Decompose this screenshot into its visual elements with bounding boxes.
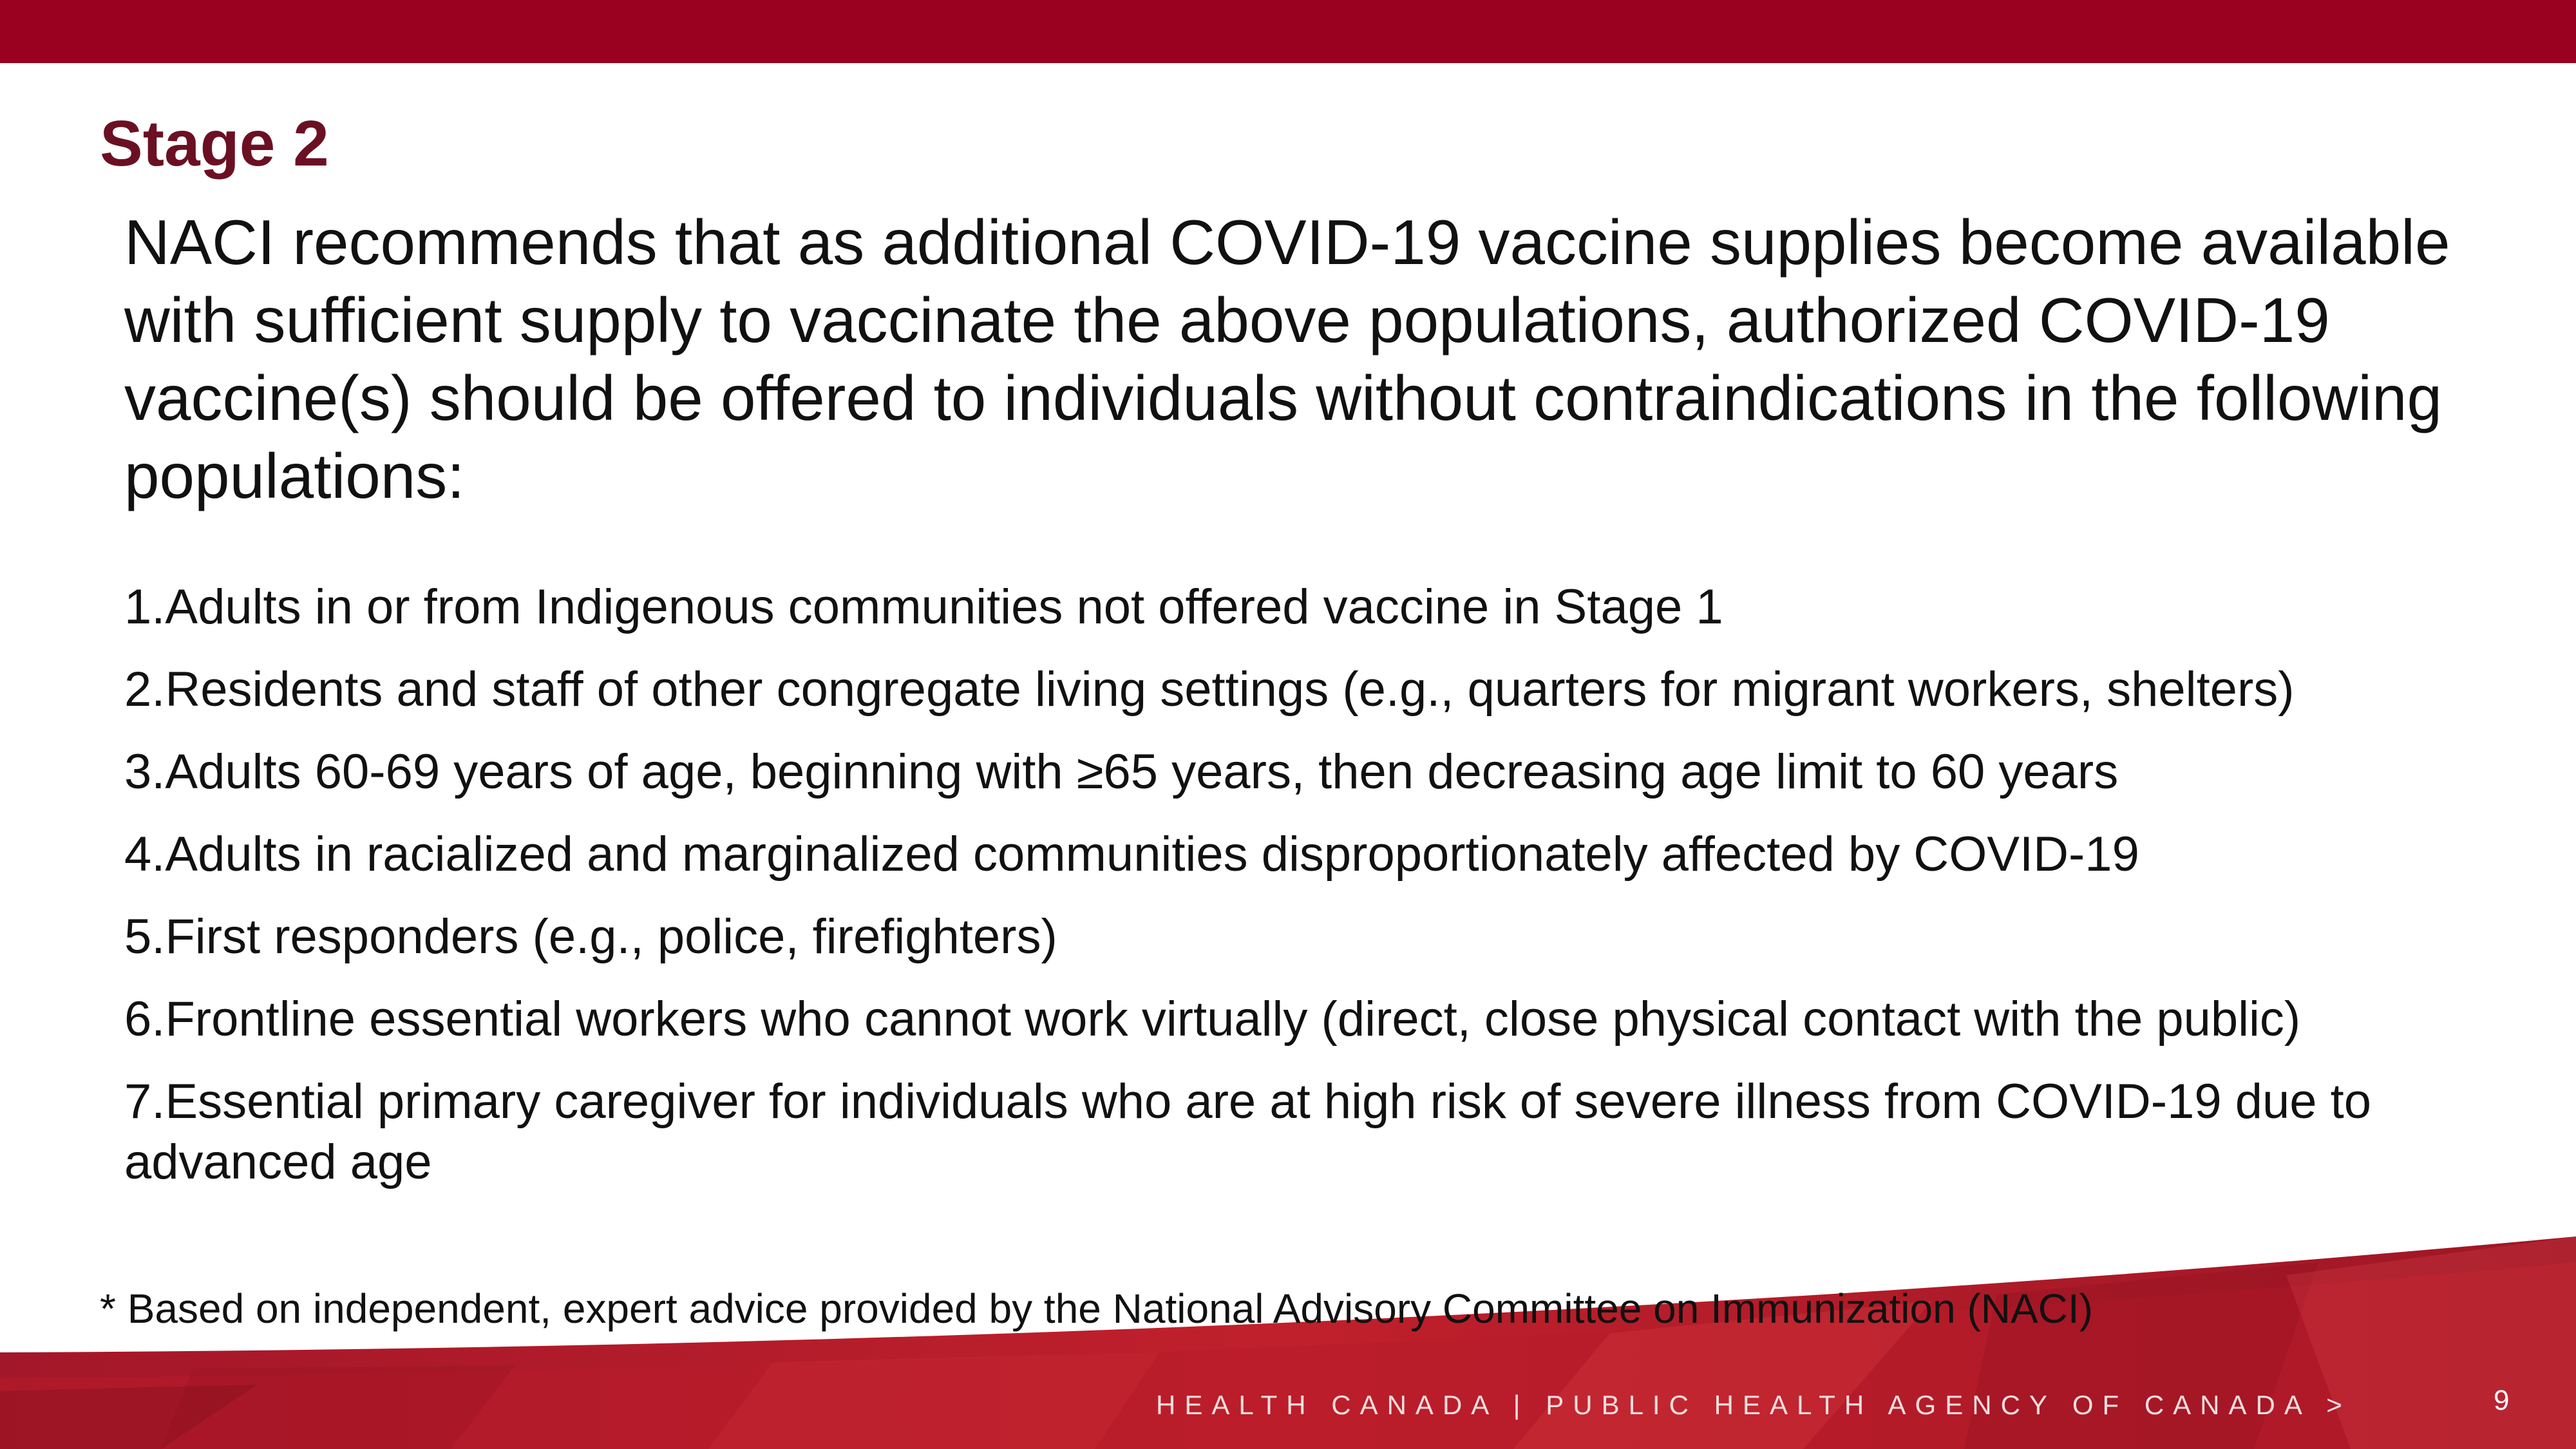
- intro-paragraph: NACI recommends that as additional COVID-19 vaccine supplies become available with sufficient supply to vaccinate the above populations, authorized COVID-19 vaccine(s) should be offered to individuals without contraindications in the following populations:: [124, 207, 2450, 511]
- population-list: [124, 577, 2507, 1215]
- footer-agency-text: HEALTH CANADA | PUBLIC HEALTH AGENCY OF CANADA >: [1156, 1390, 2351, 1420]
- list-item: 3.Adults 60-69 years of age, beginning with ≥65 years, then decreasing age limit to 60 years: [124, 744, 2119, 799]
- slide-title: Stage 2: [100, 108, 329, 180]
- list-item: 6.Frontline essential workers who cannot work virtually (direct, close physical contact with the public): [124, 992, 2301, 1046]
- top-accent-bar: [0, 0, 2576, 63]
- list-item: 2.Residents and staff of other congregate living settings (e.g., quarters for migrant workers, shelters): [124, 662, 2295, 717]
- list-item: 4.Adults in racialized and marginalized communities disproportionately affected by COVID-19: [124, 827, 2139, 882]
- list-item: 7.Essential primary caregiver for individuals who are at high risk of severe illness from COVID-19 due to advanced age: [124, 1074, 2372, 1189]
- page-number: 9: [2494, 1385, 2510, 1416]
- footnote: * Based on independent, expert advice provided by the National Advisory Committee on Immunization (NACI): [100, 1285, 2093, 1332]
- list-item: 5.First responders (e.g., police, firefighters): [124, 909, 1057, 964]
- list-item: 1.Adults in or from Indigenous communities not offered vaccine in Stage 1: [124, 580, 1723, 634]
